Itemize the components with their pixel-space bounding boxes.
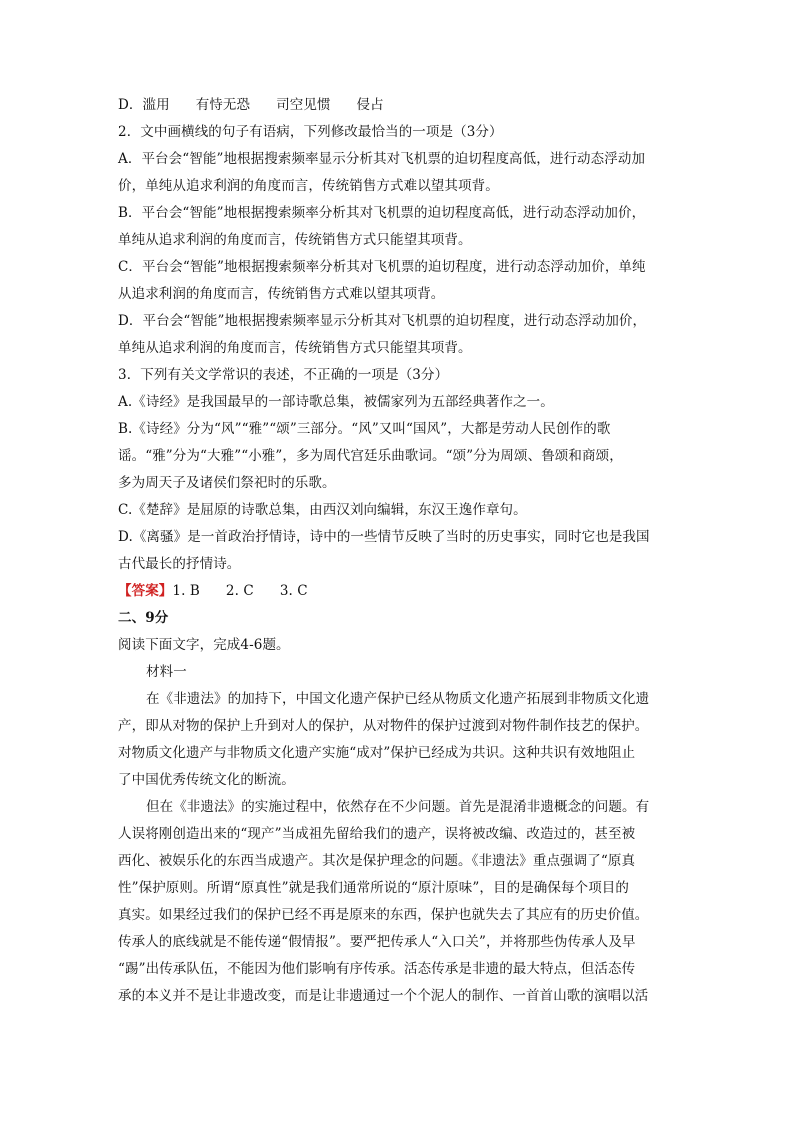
q1-option-d (118, 92, 678, 119)
q3-option-d-line-1: D.《离骚》是一首政治抒情诗，诗中的一些情节反映了当时的历史事实，同时它也是我国 (118, 529, 650, 545)
paragraph-2-line-4: 性”保护原则。所谓“原真性”就是我们通常所说的“原汁原味”，目的是确保每个项目的 (118, 880, 630, 896)
q2-option-b-line-2: 单纯从追求利润的角度而言，传统销售方式只能望其项背。 (118, 232, 472, 248)
q1-option-d-label: D．滥用 (118, 97, 170, 113)
paragraph-1-line-4: 了中国优秀传统文化的断流。 (118, 772, 295, 788)
document-content (118, 92, 678, 1010)
paragraph-1-line-2: 产，即从对物的保护上升到对人的保护，从对物件的保护过渡到对物件制作技艺的保护。 (118, 718, 649, 734)
q2-option-c-line-2: 从追求利润的角度而言，传统销售方式难以望其项背。 (118, 286, 445, 302)
answer-tag: 【答案】 (118, 583, 173, 599)
q3-option-b-line-3: 多为周天子及诸侯们祭祀时的乐歌。 (118, 475, 336, 491)
section-2-title: 二、9分 (118, 610, 169, 626)
q2-option-a-line-2: 价，单纯从追求利润的角度而言，传统销售方式难以望其项背。 (118, 178, 499, 194)
q3-option-d-line-2: 古代最长的抒情诗。 (118, 556, 241, 572)
q2-option-c-line-1: C．平台会“智能”地根据搜索频率分析其对飞机票的迫切程度，进行动态浮动加价，单纯 (118, 259, 646, 275)
answer-2: 2. C (225, 583, 254, 599)
paragraph-1-line-3: 对物质文化遗产与非物质文化遗产实施“成对”保护已经成为共识。这种共识有效地阻止 (118, 745, 636, 761)
q3-option-b-line-2: 谣。“雅”分为“大雅”“小雅”，多为周代宫廷乐曲歌词。“颂”分为周颂、鲁颂和商颂， (118, 448, 623, 464)
material-title: 材料一 (146, 664, 187, 680)
paragraph-2-line-6: 传承人的底线就是不能传递“假情报”。要严把传承人“入口关”，并将那些伪传承人及早 (118, 934, 636, 950)
paragraph-2-line-8: 承的本义并不是让非遗改变，而是让非遗通过一个个泥人的制作、一首首山歌的演唱以活 (118, 988, 649, 1004)
paragraph-2-line-5: 真实。如果经过我们的保护已经不再是原来的东西，保护也就失去了其应有的历史价值。 (118, 907, 649, 923)
q3-option-b-line-1: B.《诗经》分为“风”“雅”“颂”三部分。“风”又叫“国风”，大都是劳动人民创作的歌 (118, 421, 611, 437)
q2-option-d-line-1: D．平台会“智能”地根据搜索频率显示分析其对飞机票的迫切程度，进行动态浮动加价， (118, 313, 647, 329)
answer-1: 1. B (172, 583, 200, 599)
answer-line (118, 578, 678, 605)
paragraph-2-line-7: “踢”出传承队伍，不能因为他们影响有序传承。活态传承是非遗的最大特点，但活态传 (118, 961, 636, 977)
q2-option-a-line-1: A．平台会“智能”地根据搜索频率显示分析其对飞机票的迫切程度高低，进行动态浮动加 (118, 151, 646, 167)
q1-option-d-word-2: 有恃无恐 (195, 97, 251, 113)
paragraph-2-line-1: 但在《非遗法》的实施过程中，依然存在不少问题。首先是混淆非遗概念的问题。有 (146, 799, 650, 815)
q2-option-b-line-1: B．平台会“智能”地根据搜索频率分析其对飞机票的迫切程度高低，进行动态浮动加价， (118, 205, 646, 221)
q3-option-a-line-1: A.《诗经》是我国最早的一部诗歌总集，被儒家列为五部经典著作之一。 (118, 394, 554, 410)
q2-option-d-line-2: 单纯从追求利润的角度而言，传统销售方式只能望其项背。 (118, 340, 472, 356)
q2-stem: 2．文中画横线的句子有语病，下列修改最恰当的一项是（3分） (118, 124, 503, 140)
answer-3: 3. C (279, 583, 308, 599)
q1-option-d-word-4: 侵占 (356, 97, 384, 113)
q3-stem: 3．下列有关文学常识的表述，不正确的一项是（3分） (118, 367, 449, 383)
section-2-instruction: 阅读下面文字，完成4-6题。 (118, 637, 290, 653)
paragraph-1-line-1: 在《非遗法》的加持下，中国文化遗产保护已经从物质文化遗产拓展到非物质文化遗 (146, 691, 650, 707)
q3-option-c-line-1: C.《楚辞》是屈原的诗歌总集，由西汉刘向编辑，东汉王逸作章句。 (118, 502, 527, 518)
q1-option-d-word-3: 司空见惯 (276, 97, 331, 113)
paragraph-2-line-2: 人误将刚创造出来的“现产”当成祖先留给我们的遗产，误将被改编、改造过的，甚至被 (118, 826, 636, 842)
paragraph-2-line-3: 西化、被娱乐化的东西当成遗产。其次是保护理念的问题。《非遗法》重点强调了“原真 (118, 853, 636, 869)
